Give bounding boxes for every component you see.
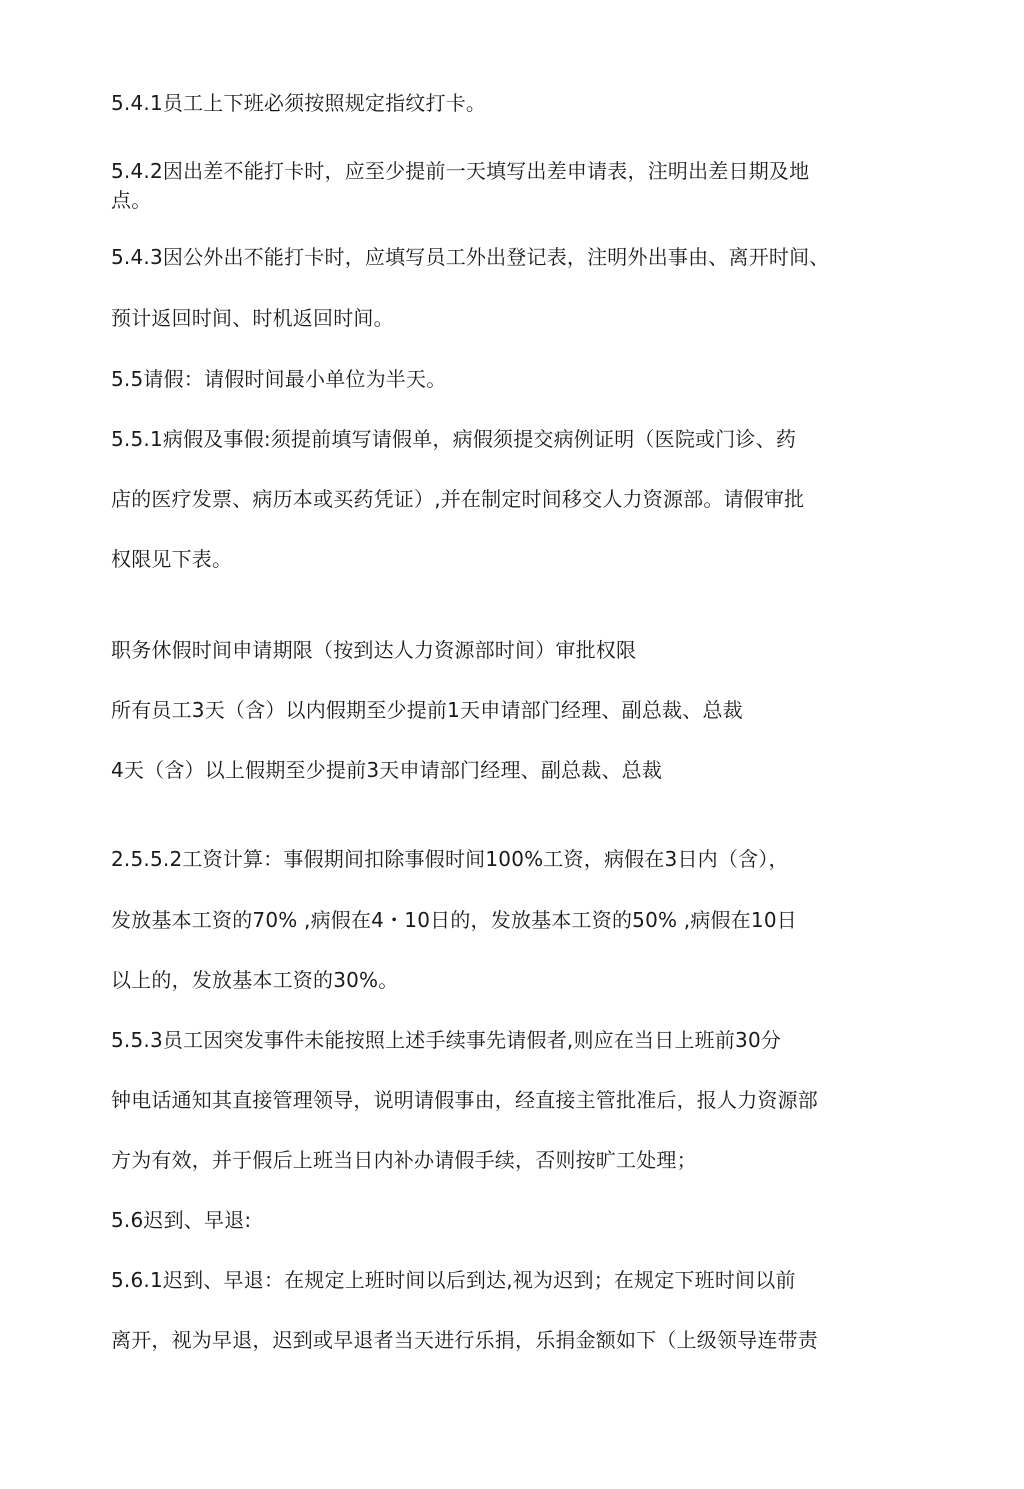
text-line-5-6-1: 5.6.1迟到、早退：在规定上班时间以后到达,视为迟到；在规定下班时间以前: [111, 1268, 796, 1292]
text-line-5-4-2-cont: 点。: [111, 188, 152, 212]
text-line-5-5-1-cont1: 店的医疗发票、病历本或买药凭证）,并在制定时间移交人力资源部。请假审批: [111, 487, 805, 511]
text-line-5-5-3: 5.5.3员工因突发事件未能按照上述手续事先请假者,则应在当日上班前30分: [111, 1028, 782, 1052]
text-line-5-4-3-cont: 预计返回时间、时机返回时间。: [111, 306, 394, 330]
text-line-5-5-2-cont2: 以上的，发放基本工资的30%。: [111, 968, 399, 992]
text-line-5-4-3: 5.4.3因公外出不能打卡时，应填写员工外出登记表，注明外出事由、离开时间、: [111, 245, 830, 269]
text-line-5-6: 5.6迟到、早退:: [111, 1208, 252, 1232]
text-line-5-5-2-cont1: 发放基本工资的70% ,病假在4・10日的，发放基本工资的50% ,病假在10日: [111, 908, 797, 932]
text-line-5-5-1: 5.5.1病假及事假:须提前填写请假单，病假须提交病例证明（医院或门诊、药: [111, 427, 797, 451]
text-line-5-4-1: 5.4.1员工上下班必须按照规定指纹打卡。: [111, 91, 487, 115]
table-row-2: 4天（含）以上假期至少提前3天申请部门经理、副总裁、总裁: [111, 758, 663, 782]
table-row-1: 所有员工3天（含）以内假期至少提前1天申请部门经理、副总裁、总裁: [111, 698, 743, 722]
text-line-5-5: 5.5请假：请假时间最小单位为半天。: [111, 367, 447, 391]
text-line-5-4-2: 5.4.2因出差不能打卡时，应至少提前一天填写出差申请表，注明出差日期及地: [111, 159, 810, 183]
table-header-line: 职务休假时间申请期限（按到达人力资源部时间）审批权限: [111, 638, 637, 662]
text-line-5-5-1-cont2: 权限见下表。: [111, 547, 233, 571]
text-line-5-5-2: 2.5.5.2工资计算：事假期间扣除事假时间100%工资，病假在3日内（含），: [111, 847, 789, 871]
text-line-5-6-1-cont: 离开，视为早退，迟到或早退者当天进行乐捐，乐捐金额如下（上级领导连带责: [111, 1328, 818, 1352]
text-line-5-5-3-cont1: 钟电话通知其直接管理领导，说明请假事由，经直接主管批准后，报人力资源部: [111, 1088, 818, 1112]
text-line-5-5-3-cont2: 方为有效，并于假后上班当日内补办请假手续，否则按旷工处理；: [111, 1148, 697, 1172]
